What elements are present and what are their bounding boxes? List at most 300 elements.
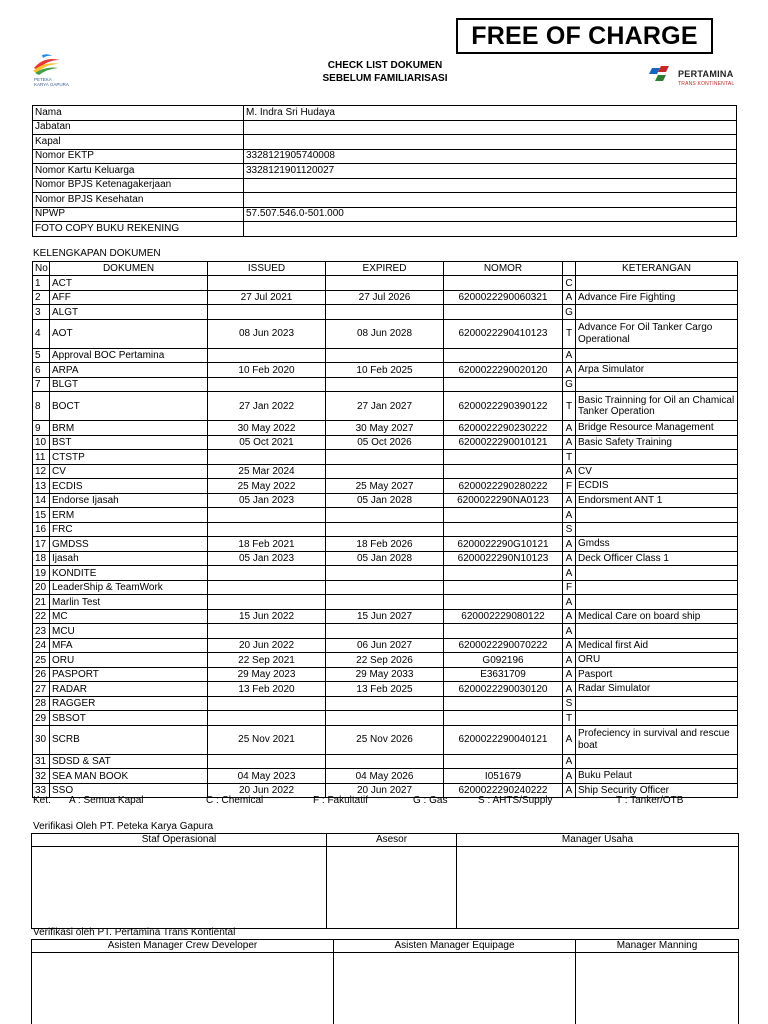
- info-value: M. Indra Sri Hudaya: [244, 106, 737, 121]
- info-label: Jabatan: [33, 120, 244, 135]
- col-header-keterangan: KETERANGAN: [576, 262, 738, 276]
- doc-name: BLGT: [50, 377, 208, 392]
- signature-manager-manning[interactable]: [576, 953, 739, 1024]
- doc-type: A: [563, 421, 576, 436]
- peteka-logo-caption: PETEKA KARYA GAPURA: [34, 77, 69, 87]
- signature-asesor[interactable]: [327, 847, 457, 929]
- doc-nomor: 6200022290240222: [444, 783, 563, 798]
- legend-f: F : Fakultatif: [313, 795, 369, 806]
- doc-type: A: [563, 783, 576, 798]
- doc-expired: 29 May 2033: [326, 667, 444, 682]
- legend: [33, 795, 733, 807]
- document-row: [33, 392, 738, 421]
- document-row: [33, 522, 738, 537]
- doc-keterangan: Pasport: [576, 667, 738, 682]
- document-row: [33, 508, 738, 523]
- doc-no: 15: [33, 508, 50, 523]
- doc-nomor: [444, 450, 563, 465]
- doc-type: A: [563, 508, 576, 523]
- info-label: Nomor BPJS Kesehatan: [33, 193, 244, 208]
- doc-type: A: [563, 290, 576, 305]
- doc-name: Approval BOC Pertamina: [50, 348, 208, 363]
- col-asisten-manager-equipage: Asisten Manager Equipage: [334, 940, 576, 953]
- doc-expired: [326, 580, 444, 595]
- doc-nomor: [444, 464, 563, 479]
- legend-a: A : Semua Kapal: [69, 795, 144, 806]
- doc-no: 27: [33, 682, 50, 697]
- doc-type: F: [563, 479, 576, 494]
- doc-expired: [326, 754, 444, 769]
- doc-name: MFA: [50, 638, 208, 653]
- doc-nomor: [444, 754, 563, 769]
- doc-type: T: [563, 711, 576, 726]
- doc-keterangan: CV: [576, 464, 738, 479]
- pertamina-logo-icon: [648, 62, 676, 88]
- doc-type: A: [563, 725, 576, 754]
- doc-no: 1: [33, 276, 50, 291]
- info-value: [244, 135, 737, 150]
- info-row: [33, 120, 737, 135]
- doc-name: AOT: [50, 319, 208, 348]
- col-header-no: No: [33, 262, 50, 276]
- info-row: [33, 193, 737, 208]
- doc-nomor: [444, 276, 563, 291]
- doc-issued: [208, 566, 326, 581]
- doc-issued: 04 May 2023: [208, 769, 326, 784]
- signature-crew-developer[interactable]: [32, 953, 334, 1024]
- doc-keterangan: [576, 711, 738, 726]
- doc-keterangan: ORU: [576, 653, 738, 668]
- doc-issued: 05 Oct 2021: [208, 435, 326, 450]
- verification-peteka-label: Verifikasi Oleh PT. Peteka Karya Gapura: [33, 821, 214, 832]
- doc-expired: 27 Jul 2026: [326, 290, 444, 305]
- doc-expired: 15 Jun 2027: [326, 609, 444, 624]
- info-row: [33, 164, 737, 179]
- document-row: [33, 551, 738, 566]
- doc-type: A: [563, 464, 576, 479]
- doc-name: SEA MAN BOOK: [50, 769, 208, 784]
- legend-t: T : Tanker/OTB: [616, 795, 684, 806]
- doc-type: A: [563, 754, 576, 769]
- info-label: Nomor BPJS Ketenagakerjaan: [33, 178, 244, 193]
- document-row: [33, 319, 738, 348]
- doc-name: RADAR: [50, 682, 208, 697]
- info-row: [33, 178, 737, 193]
- doc-expired: [326, 595, 444, 610]
- doc-no: 20: [33, 580, 50, 595]
- doc-type: A: [563, 537, 576, 552]
- doc-expired: [326, 508, 444, 523]
- doc-no: 2: [33, 290, 50, 305]
- doc-nomor: [444, 508, 563, 523]
- info-label: Nomor Kartu Keluarga: [33, 164, 244, 179]
- info-value: [244, 222, 737, 237]
- doc-keterangan: [576, 566, 738, 581]
- doc-expired: [326, 624, 444, 639]
- doc-name: ARPA: [50, 363, 208, 378]
- doc-nomor: 6200022290NA0123: [444, 493, 563, 508]
- col-header-expired: EXPIRED: [326, 262, 444, 276]
- doc-type: T: [563, 319, 576, 348]
- doc-keterangan: Advance Fire Fighting: [576, 290, 738, 305]
- info-value: 57.507.546.0-501.000: [244, 207, 737, 222]
- doc-nomor: [444, 522, 563, 537]
- doc-keterangan: Advance For Oil Tanker Cargo Operational: [576, 319, 738, 348]
- doc-name: ALGT: [50, 305, 208, 320]
- doc-issued: [208, 711, 326, 726]
- doc-nomor: 6200022290N10123: [444, 551, 563, 566]
- doc-name: BRM: [50, 421, 208, 436]
- doc-no: 21: [33, 595, 50, 610]
- doc-nomor: 620002229080122: [444, 609, 563, 624]
- doc-nomor: G092196: [444, 653, 563, 668]
- doc-nomor: [444, 348, 563, 363]
- doc-no: 12: [33, 464, 50, 479]
- doc-nomor: 6200022290390122: [444, 392, 563, 421]
- col-asesor: Asesor: [327, 834, 457, 847]
- doc-keterangan: [576, 522, 738, 537]
- doc-keterangan: [576, 624, 738, 639]
- doc-expired: [326, 464, 444, 479]
- doc-keterangan: [576, 276, 738, 291]
- document-row: [33, 435, 738, 450]
- col-manager-manning: Manager Manning: [576, 940, 739, 953]
- doc-issued: 27 Jan 2022: [208, 392, 326, 421]
- doc-issued: [208, 754, 326, 769]
- doc-type: A: [563, 667, 576, 682]
- document-row: [33, 725, 738, 754]
- doc-issued: [208, 450, 326, 465]
- doc-issued: 15 Jun 2022: [208, 609, 326, 624]
- title-line-2: SEBELUM FAMILIARISASI: [322, 73, 448, 84]
- doc-name: Endorse Ijasah: [50, 493, 208, 508]
- doc-name: GMDSS: [50, 537, 208, 552]
- pertamina-logo: [648, 62, 738, 92]
- info-value: 3328121901120027: [244, 164, 737, 179]
- doc-keterangan: Radar Simulator: [576, 682, 738, 697]
- doc-keterangan: Ship Security Officer: [576, 783, 738, 798]
- doc-keterangan: [576, 508, 738, 523]
- info-label: FOTO COPY BUKU REKENING: [33, 222, 244, 237]
- doc-nomor: [444, 305, 563, 320]
- doc-issued: 25 May 2022: [208, 479, 326, 494]
- doc-nomor: [444, 624, 563, 639]
- doc-no: 28: [33, 696, 50, 711]
- doc-no: 16: [33, 522, 50, 537]
- personal-info-table: [32, 105, 737, 237]
- doc-keterangan: Buku Pelaut: [576, 769, 738, 784]
- document-row: [33, 624, 738, 639]
- pertamina-logo-name: PERTAMINA: [678, 69, 734, 79]
- doc-keterangan: [576, 377, 738, 392]
- doc-issued: 08 Jun 2023: [208, 319, 326, 348]
- doc-no: 9: [33, 421, 50, 436]
- free-of-charge-stamp: FREE OF CHARGE: [456, 18, 713, 54]
- doc-keterangan: Basic Trainning for Oil an Chamical Tanker Operation: [576, 392, 738, 421]
- doc-expired: 25 Nov 2026: [326, 725, 444, 754]
- doc-keterangan: Deck Officer Class 1: [576, 551, 738, 566]
- doc-keterangan: Profeciency in survival and rescue boat: [576, 725, 738, 754]
- doc-type: T: [563, 450, 576, 465]
- doc-no: 7: [33, 377, 50, 392]
- doc-no: 3: [33, 305, 50, 320]
- document-row: [33, 682, 738, 697]
- doc-expired: 20 Jun 2027: [326, 783, 444, 798]
- doc-name: KONDITE: [50, 566, 208, 581]
- doc-no: 13: [33, 479, 50, 494]
- document-row: [33, 377, 738, 392]
- document-row: [33, 464, 738, 479]
- doc-expired: [326, 450, 444, 465]
- document-row: [33, 537, 738, 552]
- doc-name: SDSD & SAT: [50, 754, 208, 769]
- doc-no: 10: [33, 435, 50, 450]
- document-row: [33, 595, 738, 610]
- doc-type: A: [563, 493, 576, 508]
- doc-expired: 05 Oct 2026: [326, 435, 444, 450]
- document-row: [33, 363, 738, 378]
- doc-expired: [326, 305, 444, 320]
- document-row: [33, 566, 738, 581]
- documents-table: [32, 261, 738, 798]
- doc-name: ACT: [50, 276, 208, 291]
- doc-no: 6: [33, 363, 50, 378]
- doc-type: G: [563, 377, 576, 392]
- doc-nomor: E3631709: [444, 667, 563, 682]
- doc-type: F: [563, 580, 576, 595]
- doc-no: 17: [33, 537, 50, 552]
- doc-issued: 22 Sep 2021: [208, 653, 326, 668]
- doc-expired: 18 Feb 2026: [326, 537, 444, 552]
- doc-expired: 25 May 2027: [326, 479, 444, 494]
- doc-type: T: [563, 392, 576, 421]
- doc-nomor: I051679: [444, 769, 563, 784]
- doc-nomor: 6200022290030120: [444, 682, 563, 697]
- doc-type: S: [563, 696, 576, 711]
- doc-name: Marlin Test: [50, 595, 208, 610]
- doc-type: A: [563, 624, 576, 639]
- pertamina-logo-subtitle: TRANS KONTINENTAL: [678, 81, 735, 87]
- documents-header-row: [33, 262, 738, 276]
- document-row: [33, 638, 738, 653]
- doc-nomor: 6200022290280222: [444, 479, 563, 494]
- doc-expired: [326, 348, 444, 363]
- doc-issued: 27 Jul 2021: [208, 290, 326, 305]
- info-label: NPWP: [33, 207, 244, 222]
- doc-issued: 05 Jan 2023: [208, 551, 326, 566]
- doc-name: SBSOT: [50, 711, 208, 726]
- document-row: [33, 696, 738, 711]
- doc-type: G: [563, 305, 576, 320]
- document-row: [33, 754, 738, 769]
- col-header-dokumen: DOKUMEN: [50, 262, 208, 276]
- doc-expired: 13 Feb 2025: [326, 682, 444, 697]
- doc-issued: 20 Jun 2022: [208, 783, 326, 798]
- doc-keterangan: Gmdss: [576, 537, 738, 552]
- document-row: [33, 479, 738, 494]
- doc-name: SCRB: [50, 725, 208, 754]
- legend-g: G : Gas: [413, 795, 448, 806]
- doc-name: ECDIS: [50, 479, 208, 494]
- document-row: [33, 769, 738, 784]
- doc-nomor: 6200022290020120: [444, 363, 563, 378]
- doc-no: 19: [33, 566, 50, 581]
- doc-nomor: 6200022290060321: [444, 290, 563, 305]
- doc-name: BST: [50, 435, 208, 450]
- doc-nomor: 6200022290010121: [444, 435, 563, 450]
- doc-name: MC: [50, 609, 208, 624]
- doc-no: 22: [33, 609, 50, 624]
- doc-issued: [208, 624, 326, 639]
- info-value: [244, 193, 737, 208]
- doc-nomor: [444, 377, 563, 392]
- info-row: [33, 222, 737, 237]
- info-row: [33, 135, 737, 150]
- col-staf-operasional: Staf Operasional: [32, 834, 327, 847]
- doc-keterangan: [576, 305, 738, 320]
- doc-no: 26: [33, 667, 50, 682]
- doc-expired: [326, 276, 444, 291]
- doc-expired: 30 May 2027: [326, 421, 444, 436]
- doc-type: C: [563, 276, 576, 291]
- doc-type: A: [563, 348, 576, 363]
- doc-keterangan: Endorsment ANT 1: [576, 493, 738, 508]
- doc-nomor: 6200022290040121: [444, 725, 563, 754]
- info-row: [33, 106, 737, 121]
- doc-keterangan: [576, 348, 738, 363]
- peteka-logo: [30, 52, 90, 92]
- doc-issued: [208, 696, 326, 711]
- doc-keterangan: ECDIS: [576, 479, 738, 494]
- doc-expired: [326, 711, 444, 726]
- doc-issued: 30 May 2022: [208, 421, 326, 436]
- doc-keterangan: [576, 450, 738, 465]
- verification-pertamina-table: [31, 939, 739, 1024]
- doc-expired: [326, 696, 444, 711]
- doc-issued: 05 Jan 2023: [208, 493, 326, 508]
- doc-issued: [208, 305, 326, 320]
- doc-no: 5: [33, 348, 50, 363]
- doc-no: 14: [33, 493, 50, 508]
- doc-nomor: [444, 711, 563, 726]
- doc-name: PASPORT: [50, 667, 208, 682]
- document-row: [33, 348, 738, 363]
- doc-expired: 04 May 2026: [326, 769, 444, 784]
- doc-keterangan: [576, 580, 738, 595]
- doc-issued: 18 Feb 2021: [208, 537, 326, 552]
- doc-keterangan: Medical Care on board ship: [576, 609, 738, 624]
- doc-name: FRC: [50, 522, 208, 537]
- document-row: [33, 609, 738, 624]
- legend-s: S : AHTS/Supply: [478, 795, 553, 806]
- signature-manager-usaha[interactable]: [457, 847, 739, 929]
- doc-name: ERM: [50, 508, 208, 523]
- info-value: [244, 120, 737, 135]
- doc-issued: 29 May 2023: [208, 667, 326, 682]
- title-line-1: CHECK LIST DOKUMEN: [327, 60, 443, 71]
- doc-nomor: [444, 595, 563, 610]
- doc-no: 18: [33, 551, 50, 566]
- doc-name: CTSTP: [50, 450, 208, 465]
- doc-name: Ijasah: [50, 551, 208, 566]
- doc-no: 32: [33, 769, 50, 784]
- docs-section-label: KELENGKAPAN DOKUMEN: [33, 248, 161, 259]
- doc-issued: [208, 276, 326, 291]
- document-row: [33, 667, 738, 682]
- info-value: [244, 178, 737, 193]
- col-header-type: [563, 262, 576, 276]
- doc-no: 24: [33, 638, 50, 653]
- document-row: [33, 653, 738, 668]
- info-row: [33, 207, 737, 222]
- doc-type: A: [563, 551, 576, 566]
- doc-no: 8: [33, 392, 50, 421]
- doc-issued: 25 Mar 2024: [208, 464, 326, 479]
- doc-issued: 10 Feb 2020: [208, 363, 326, 378]
- signature-equipage[interactable]: [334, 953, 576, 1024]
- doc-type: A: [563, 363, 576, 378]
- document-row: [33, 580, 738, 595]
- doc-expired: 05 Jan 2028: [326, 493, 444, 508]
- doc-type: A: [563, 595, 576, 610]
- doc-no: 25: [33, 653, 50, 668]
- doc-keterangan: Medical first Aid: [576, 638, 738, 653]
- doc-type: A: [563, 638, 576, 653]
- verification-pertamina-label: Verifikasi oleh PT. Pertamina Trans Kontiental: [33, 927, 236, 938]
- doc-name: BOCT: [50, 392, 208, 421]
- doc-nomor: 6200022290070222: [444, 638, 563, 653]
- doc-keterangan: Bridge Resource Management: [576, 421, 738, 436]
- doc-type: A: [563, 769, 576, 784]
- doc-no: 30: [33, 725, 50, 754]
- doc-name: ORU: [50, 653, 208, 668]
- doc-nomor: [444, 566, 563, 581]
- doc-no: 29: [33, 711, 50, 726]
- doc-expired: 05 Jan 2028: [326, 551, 444, 566]
- doc-name: AFF: [50, 290, 208, 305]
- info-label: Nomor EKTP: [33, 149, 244, 164]
- doc-issued: 13 Feb 2020: [208, 682, 326, 697]
- signature-staf-operasional[interactable]: [32, 847, 327, 929]
- doc-keterangan: [576, 754, 738, 769]
- doc-type: A: [563, 682, 576, 697]
- doc-name: CV: [50, 464, 208, 479]
- document-row: [33, 290, 738, 305]
- doc-no: 4: [33, 319, 50, 348]
- doc-type: A: [563, 653, 576, 668]
- doc-name: SSO: [50, 783, 208, 798]
- doc-issued: [208, 508, 326, 523]
- document-row: [33, 450, 738, 465]
- legend-ket: Ket.: [33, 795, 51, 806]
- doc-expired: 06 Jun 2027: [326, 638, 444, 653]
- doc-nomor: 6200022290230222: [444, 421, 563, 436]
- peteka-logo-icon: [30, 52, 64, 78]
- doc-keterangan: Basic Safety Training: [576, 435, 738, 450]
- doc-no: 31: [33, 754, 50, 769]
- doc-issued: [208, 522, 326, 537]
- document-row: [33, 421, 738, 436]
- document-row: [33, 711, 738, 726]
- doc-type: S: [563, 522, 576, 537]
- doc-issued: [208, 377, 326, 392]
- info-value: 3328121905740008: [244, 149, 737, 164]
- document-row: [33, 276, 738, 291]
- doc-no: 11: [33, 450, 50, 465]
- document-row: [33, 305, 738, 320]
- col-manager-usaha: Manager Usaha: [457, 834, 739, 847]
- doc-nomor: [444, 580, 563, 595]
